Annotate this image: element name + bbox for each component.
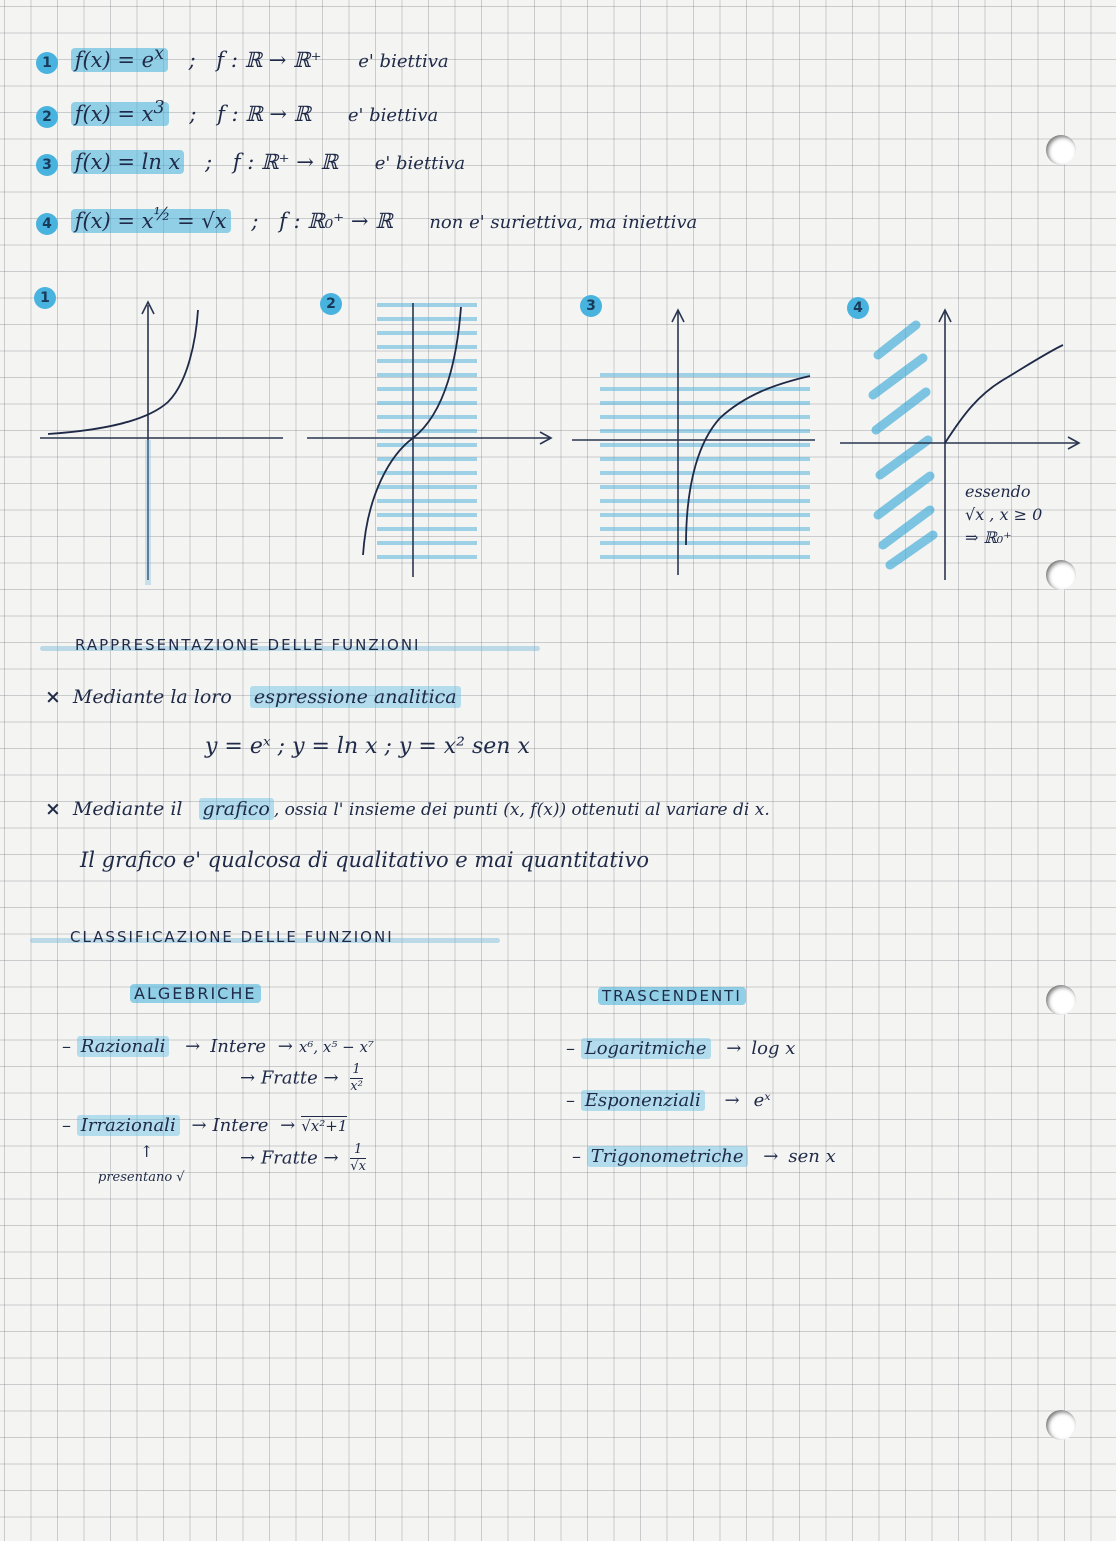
graph-4-curve [945,345,1063,443]
number-badge: 4 [36,213,58,235]
highlight-graph: grafico [199,798,274,820]
graph-logarithm [570,300,820,580]
number-badge: 2 [36,106,58,128]
algebraic-title-wrap [130,984,261,1003]
graph-4-note: essendo √x , x ≥ 0 ⇒ ℝ₀⁺ [965,482,1043,547]
definition-line-4: 4 $f(x) = x^{\frac{1}{2}} = √x$ ; f : ℝ₀⁺ → ℝ non e' suriettiva, ma iniettiva [36,205,697,235]
highlight-analytic-expression: espressione analitica [250,686,461,708]
irrational-label: Irrazionali [77,1115,180,1136]
graph-2-shading [377,305,477,557]
graph-number-4: 4 [847,297,869,319]
irrational-fraction-label: Fratte [260,1147,318,1169]
section-heading-classificazione: CLASSIFICAZIONE DELLE FUNZIONI [70,928,394,946]
property: e' biettiva [374,153,466,174]
logarithmic-example: log x [751,1038,796,1059]
number-badge: 1 [36,52,58,74]
irrational-fraction-example: $\frac{1}{√x}$ [350,1142,366,1174]
exponential-example: eˣ [753,1090,771,1111]
irrational-integer-label: Intere [212,1115,269,1136]
trigonometric-example: sen x [788,1146,836,1167]
exponential-label: Esponenziali [581,1090,705,1111]
function-expression: f(x) = ln x [71,150,185,174]
rational-integer-label: Intere [210,1036,267,1057]
algebraic-title: ALGEBRICHE [130,984,261,1003]
graph-1-curve [48,310,198,434]
bullet: × [45,798,61,820]
graph-exponential [38,290,288,590]
logarithmic-label: Logaritmiche [581,1038,711,1059]
binder-hole [1046,135,1076,165]
binder-hole [1046,1410,1076,1440]
function-expression: $f(x) = x^{\frac{1}{2}} = √x$ [71,209,231,233]
section-heading-rappresentazione: RAPPRESENTAZIONE DELLE FUNZIONI [75,636,421,654]
irrational-integer-example: √x²+1 [301,1117,348,1135]
definition-line-1: 1 $f(x) = e^x$ ; f : ℝ → ℝ⁺ e' biettiva [36,44,449,74]
exponential-row: – Esponenziali → eˣ [566,1090,771,1111]
trigonometric-label: Trigonometriche [587,1146,748,1167]
up-arrow: ↑ [140,1142,154,1161]
property: e' biettiva [358,51,449,72]
graph-note: Il grafico e' qualcosa di qualitativo e mai quantitativo [80,848,649,872]
irrational-row: – Irrazionali → Intere → √x²+1 [62,1115,348,1136]
rational-integer-example: x⁶, x⁵ − x⁷ [298,1038,374,1056]
representation-item-graph: × Mediante il grafico , ossia l' insieme dei punti (x, f(x)) ottenuti al variare di x. [45,798,770,820]
graph-cubic [305,295,560,580]
number-badge: 3 [36,154,58,176]
rational-row: – Razionali → Intere → x⁶, x⁵ − x⁷ [62,1036,374,1057]
rational-fraction-row: → Fratte → $\frac{1}{\text{x²}}$ [240,1062,363,1094]
property: e' biettiva [347,105,439,126]
graph-number-3: 3 [580,295,602,317]
logarithmic-row: – Logaritmiche → log x [566,1038,796,1059]
analytic-examples: y = eˣ ; y = ln x ; y = x² sen x [205,734,530,759]
definition-line-3: 3 f(x) = ln x ; f : ℝ⁺ → ℝ e' biettiva [36,150,465,176]
function-expression: $f(x) = x^3$ [71,102,169,126]
rational-label: Razionali [77,1036,170,1057]
mapping: f : ℝ₀⁺ → ℝ [279,209,393,233]
rational-fraction-label: Fratte [260,1067,318,1089]
graph-number-2: 2 [320,293,342,315]
property: non e' suriettiva, ma iniettiva [429,212,698,233]
mapping: f : ℝ⁺ → ℝ [232,150,338,174]
irrational-note: presentano √ [98,1170,185,1185]
rational-fraction-example: $\frac{1}{\text{x²}}$ [350,1062,363,1094]
mapping: f : ℝ → ℝ [217,102,312,126]
graph-number-1: 1 [34,287,56,309]
function-expression: $f(x) = e^x$ [71,48,168,72]
bullet: × [45,686,61,708]
trigonometric-row: – Trigonometriche → sen x [572,1146,836,1167]
irrational-fraction-row: → Fratte → $\frac{1}{√x}$ [240,1142,366,1174]
graph-square-root [838,300,1088,580]
graph-4-shading [873,325,933,565]
transcendent-title-wrap [598,987,746,1005]
representation-item-analytic: × Mediante la loro espressione analitica [45,686,461,708]
graph-3-shading [600,375,810,557]
binder-hole [1046,985,1076,1015]
definition-line-2: 2 $f(x) = x^3$ ; f : ℝ → ℝ e' biettiva [36,98,438,128]
transcendent-title: TRASCENDENTI [598,987,746,1005]
mapping: f : ℝ → ℝ⁺ [216,48,322,72]
